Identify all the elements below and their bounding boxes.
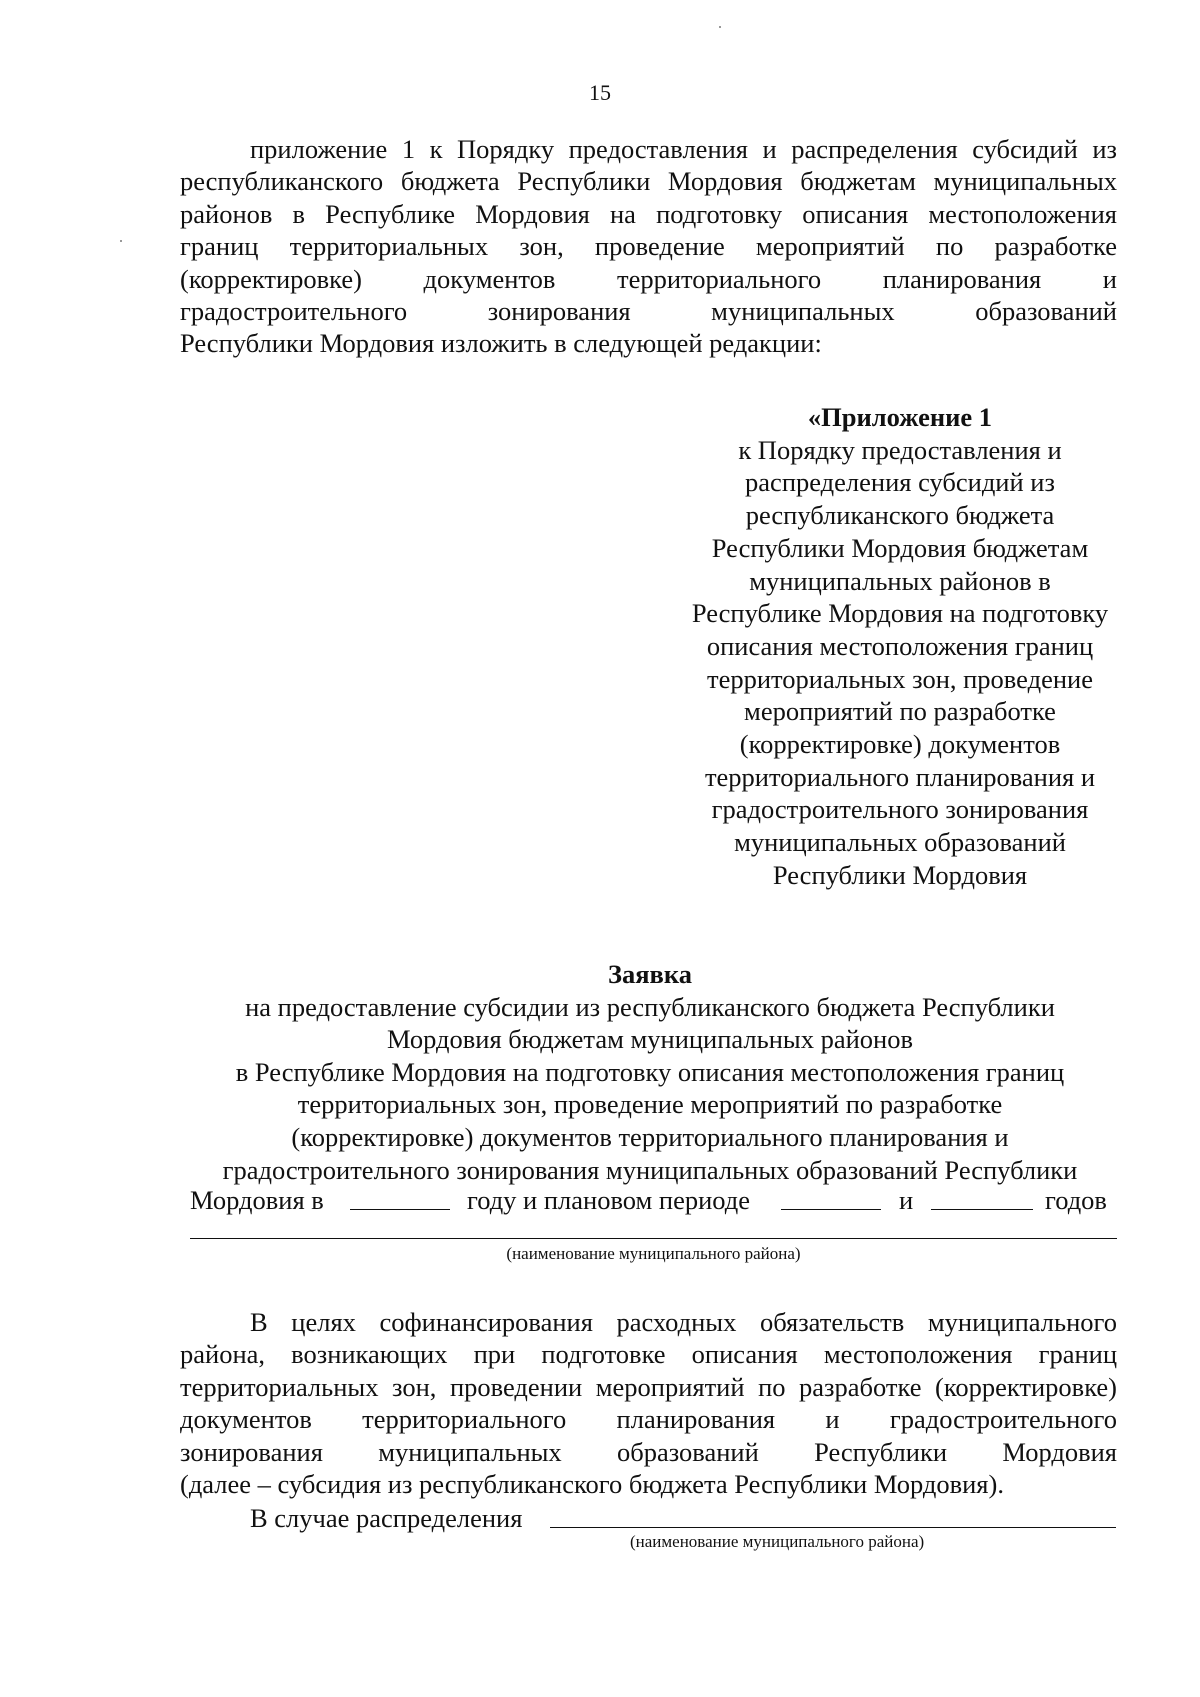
application-line: на предоставление субсидии из республиканского бюджета Республики: [245, 991, 1055, 1022]
second-planned-year-blank[interactable]: [931, 1209, 1033, 1210]
period-text-years: годов: [1045, 1185, 1107, 1215]
intro-line: (корректировке) документов территориального планирования и: [180, 263, 1117, 294]
appendix-line: муниципальных образований: [734, 827, 1066, 858]
body-line: района, возникающих при подготовке описания местоположения границ: [180, 1339, 1117, 1370]
case-line-text: В случае распределения: [250, 1503, 523, 1533]
appendix-line: территориальных зон, проведение: [707, 663, 1093, 694]
appendix-line: (корректировке) документов: [739, 729, 1061, 760]
appendix-header: [660, 401, 1140, 892]
application-line: (корректировке) документов территориального планирования и: [291, 1121, 1009, 1152]
body-line: территориальных зон, проведении мероприятий по разработке (корректировке): [180, 1371, 1117, 1402]
application-line: в Республике Мордовия на подготовку описания местоположения границ: [235, 1056, 1065, 1087]
body-line: зонирования муниципальных образований Республики Мордовия: [180, 1436, 1117, 1467]
district-name-field[interactable]: [190, 1238, 1117, 1239]
intro-line: республиканского бюджета Республики Мордовия бюджетам муниципальных: [180, 166, 1117, 197]
intro-line: Республики Мордовия изложить в следующей редакции:: [180, 328, 822, 359]
body-line: В целях софинансирования расходных обязательств муниципального: [250, 1307, 1117, 1337]
district-name-caption: (наименование муниципального района): [506, 1244, 801, 1263]
body-paragraph: [180, 1306, 1117, 1500]
intro-line: районов в Республике Мордовия на подготовку описания местоположения: [180, 198, 1117, 229]
appendix-line: распределения субсидий из: [745, 467, 1055, 498]
scan-speck: [120, 240, 122, 242]
scan-speck: [719, 26, 721, 28]
application-heading: [180, 958, 1120, 1186]
appendix-line: муниципальных районов в: [749, 565, 1051, 596]
period-text-planned: году и плановом периоде: [467, 1185, 751, 1215]
application-line: Мордовия бюджетам муниципальных районов: [387, 1024, 913, 1055]
case-district-field[interactable]: [550, 1527, 1116, 1528]
appendix-line: республиканского бюджета: [745, 500, 1055, 531]
appendix-line: территориального планирования и: [704, 761, 1096, 792]
appendix-line: Республики Мордовия бюджетам: [711, 532, 1089, 563]
appendix-line: градостроительного зонирования: [711, 794, 1089, 825]
appendix-line: к Порядку предоставления и: [738, 434, 1062, 465]
period-text-and: и: [899, 1185, 914, 1215]
intro-paragraph: [180, 133, 1117, 360]
intro-line: градостроительного зонирования муниципальных образований: [180, 295, 1117, 326]
appendix-title: «Приложение 1: [807, 402, 993, 432]
application-title: Заявка: [607, 959, 692, 989]
appendix-line: мероприятий по разработке: [744, 696, 1056, 727]
case-district-caption: (наименование муниципального района): [630, 1532, 925, 1551]
application-line: территориальных зон, проведение мероприятий по разработке: [297, 1089, 1003, 1120]
period-text-mordovia: Мордовия в: [190, 1185, 324, 1215]
page-number: 15: [589, 80, 611, 105]
current-year-blank[interactable]: [350, 1209, 450, 1210]
application-line: градостроительного зонирования муниципальных образований Республики: [222, 1154, 1078, 1185]
first-planned-year-blank[interactable]: [781, 1209, 881, 1210]
intro-line: приложение 1 к Порядку предоставления и распределения субсидий из: [250, 134, 1117, 164]
appendix-line: описания местоположения границ: [706, 630, 1094, 661]
body-line: (далее – субсидия из республиканского бюджета Республики Мордовия).: [180, 1468, 1004, 1499]
appendix-line: Республики Мордовия: [772, 859, 1028, 890]
appendix-line: Республике Мордовия на подготовку: [691, 598, 1109, 629]
intro-line: границ территориальных зон, проведение мероприятий по разработке: [180, 231, 1117, 262]
body-line: документов территориального планирования и градостроительного: [180, 1404, 1117, 1435]
